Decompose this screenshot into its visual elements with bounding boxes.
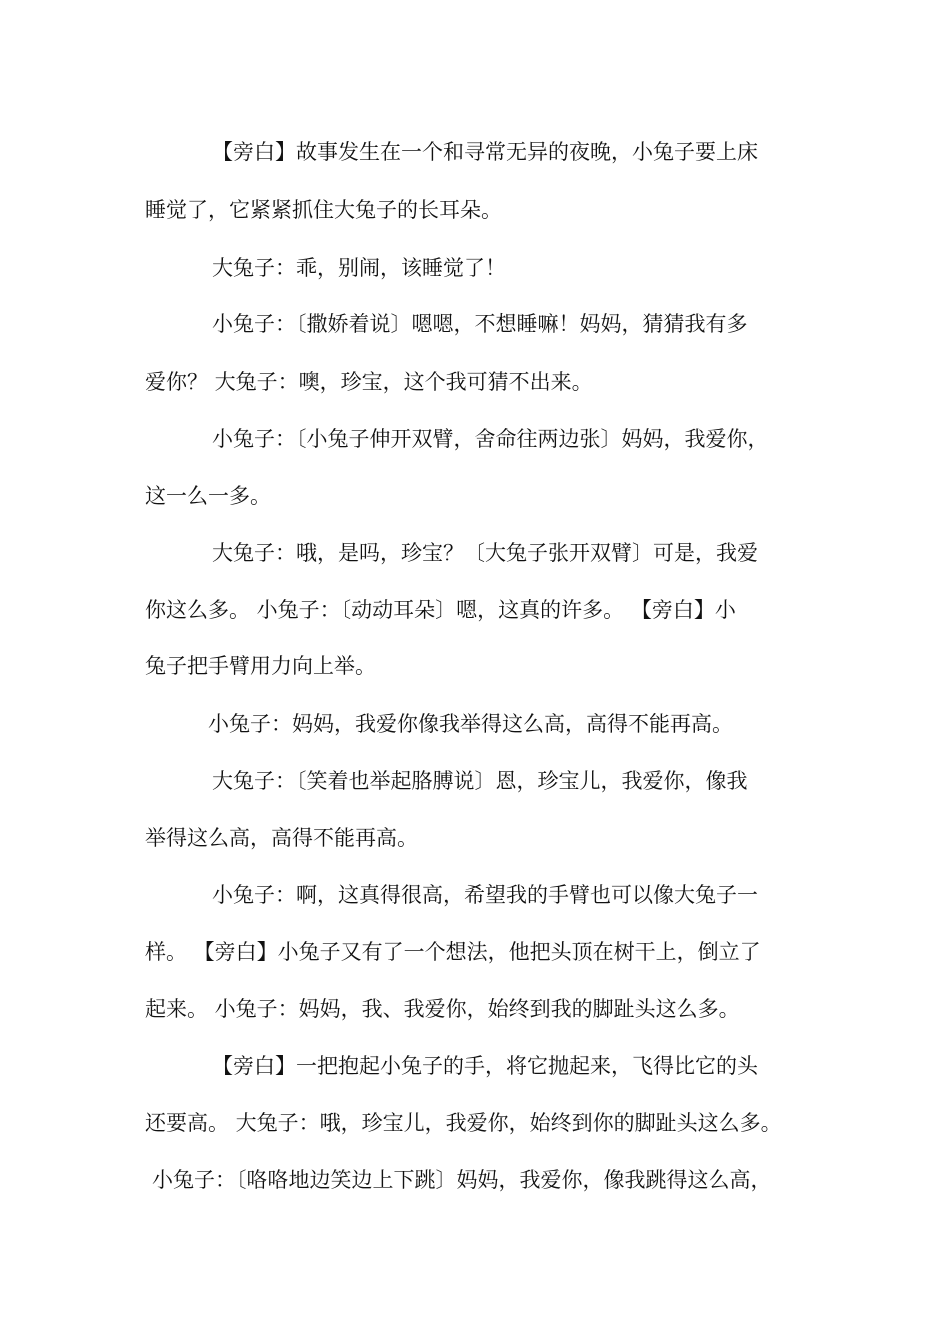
- text-line: 小兔子：妈妈，我爱你像我举得这么高，高得不能再高。: [208, 712, 733, 736]
- text-line: 小兔子：〔小兔子伸开双臂，舍命往两边张〕妈妈，我爱你，: [212, 427, 769, 451]
- text-line: 起来。 小兔子：妈妈，我、我爱你，始终到我的脚趾头这么多。: [145, 997, 740, 1021]
- text-line: 睡觉了，它紧紧抓住大兔子的长耳朵。: [145, 198, 502, 222]
- text-line: 大兔子：〔笑着也举起胳膊说〕恩，珍宝儿，我爱你，像我: [212, 769, 748, 793]
- text-line: 大兔子：哦，是吗，珍宝？〔大兔子张开双臂〕可是，我爱: [212, 541, 758, 565]
- text-line: 你这么多。 小兔子：〔动动耳朵〕嗯，这真的许多。 【旁白】小: [145, 598, 736, 622]
- text-line: 兔子把手臂用力向上举。: [145, 654, 376, 678]
- text-line: 样。 【旁白】小兔子又有了一个想法，他把头顶在树干上，倒立了: [145, 940, 761, 964]
- text-line: 【旁白】故事发生在一个和寻常无异的夜晚，小兔子要上床: [212, 140, 758, 164]
- text-line: 小兔子：〔咯咯地边笑边上下跳〕妈妈，我爱你，像我跳得这么高，: [152, 1168, 772, 1192]
- text-line: 小兔子：啊，这真得很高，希望我的手臂也可以像大兔子一: [212, 883, 758, 907]
- text-line: 举得这么高，高得不能再高。: [145, 826, 418, 850]
- text-line: 小兔子：〔撒娇着说〕嗯嗯，不想睡嘛！妈妈，猜猜我有多: [212, 312, 748, 336]
- text-line: 大兔子：乖，别闹，该睡觉了！: [212, 256, 506, 280]
- text-line: 爱你？ 大兔子：噢，珍宝，这个我可猜不出来。: [145, 370, 593, 394]
- text-line: 这一么一多。: [145, 484, 271, 508]
- text-line: 【旁白】一把抱起小兔子的手，将它抛起来，飞得比它的头: [212, 1054, 758, 1078]
- text-line: 还要高。 大兔子：哦，珍宝儿，我爱你，始终到你的脚趾头这么多。: [145, 1111, 782, 1135]
